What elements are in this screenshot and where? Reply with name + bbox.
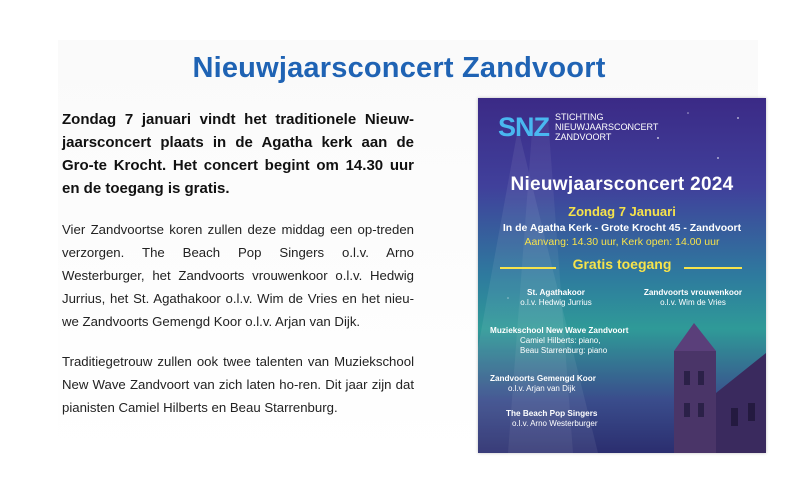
poster-date: Zondag 7 Januari	[568, 204, 676, 219]
poster-time: Aanvang: 14.30 uur, Kerk open: 14.00 uur	[524, 236, 720, 248]
logo-line-3: ZANDVOORT	[555, 132, 612, 142]
article-intro: Zondag 7 januari vindt het traditionele Nieuw-jaarsconcert plaats in de Agatha kerk aan de Gro-te Krocht. Het concert begint om 14.30 uur en de toegang is gratis.	[62, 111, 414, 197]
divider-right	[684, 267, 742, 269]
choir-lead-2: Beau Starrenburg: piano	[520, 346, 608, 355]
poster-location: In de Agatha Kerk - Grote Krocht 45 - Zandvoort	[502, 222, 742, 234]
choir-lead: o.l.v. Arno Westerburger	[512, 419, 598, 428]
church-illustration	[656, 323, 766, 453]
choir-name: St. Agathakoor	[527, 288, 585, 297]
choir-muziekschool	[490, 326, 650, 356]
logo-line-2: NIEUWJAARSCONCERT	[555, 122, 659, 132]
choir-name: Muziekschool New Wave Zandvoort	[490, 326, 629, 335]
choir-gemengd-koor	[490, 374, 620, 394]
choir-name: Zandvoorts Gemengd Koor	[490, 374, 596, 383]
choir-agathakoor	[496, 288, 616, 308]
poster-title: Nieuwjaarsconcert 2024	[510, 174, 734, 195]
article-paragraph-1: Vier Zandvoortse koren zullen deze middag een op-treden verzorgen. The Beach Pop Singers o.l.v. Arno Westerburger, het Zandvoorts vrouwenkoor o.l.v. Hedwig Jurrius, het St. Agathakoor o.l.v. Wim de Vries en het nieu-we Zandvoorts Gemengd Koor o.l.v. Arjan van Dijk.	[62, 222, 414, 329]
choir-lead: o.l.v. Wim de Vries	[660, 298, 726, 307]
poster-logo: SNZ	[498, 112, 549, 142]
choir-beach-pop-singers	[496, 409, 626, 429]
choir-lead: o.l.v. Arjan van Dijk	[508, 384, 576, 393]
poster-free-entry: Gratis toegang	[572, 256, 672, 272]
article-title: Nieuwjaarsconcert Zandvoort	[192, 52, 606, 84]
choir-lead: Camiel Hilberts: piano,	[520, 336, 601, 345]
poster-logo-text	[555, 112, 658, 142]
choir-name: Zandvoorts vrouwenkoor	[643, 288, 743, 297]
choir-name: The Beach Pop Singers	[506, 409, 598, 418]
choir-lead: o.l.v. Hedwig Jurrius	[520, 298, 592, 307]
concert-poster	[478, 98, 766, 453]
logo-line-1: STICHTING	[555, 112, 604, 122]
article-paragraph-2: Traditiegetrouw zullen ook twee talenten van Muziekschool New Wave Zandvoort van zich laten ho-ren. Dit jaar zijn dat pianisten Camiel Hilberts en Beau Starrenburg.	[62, 354, 414, 415]
choir-vrouwenkoor	[628, 288, 758, 308]
